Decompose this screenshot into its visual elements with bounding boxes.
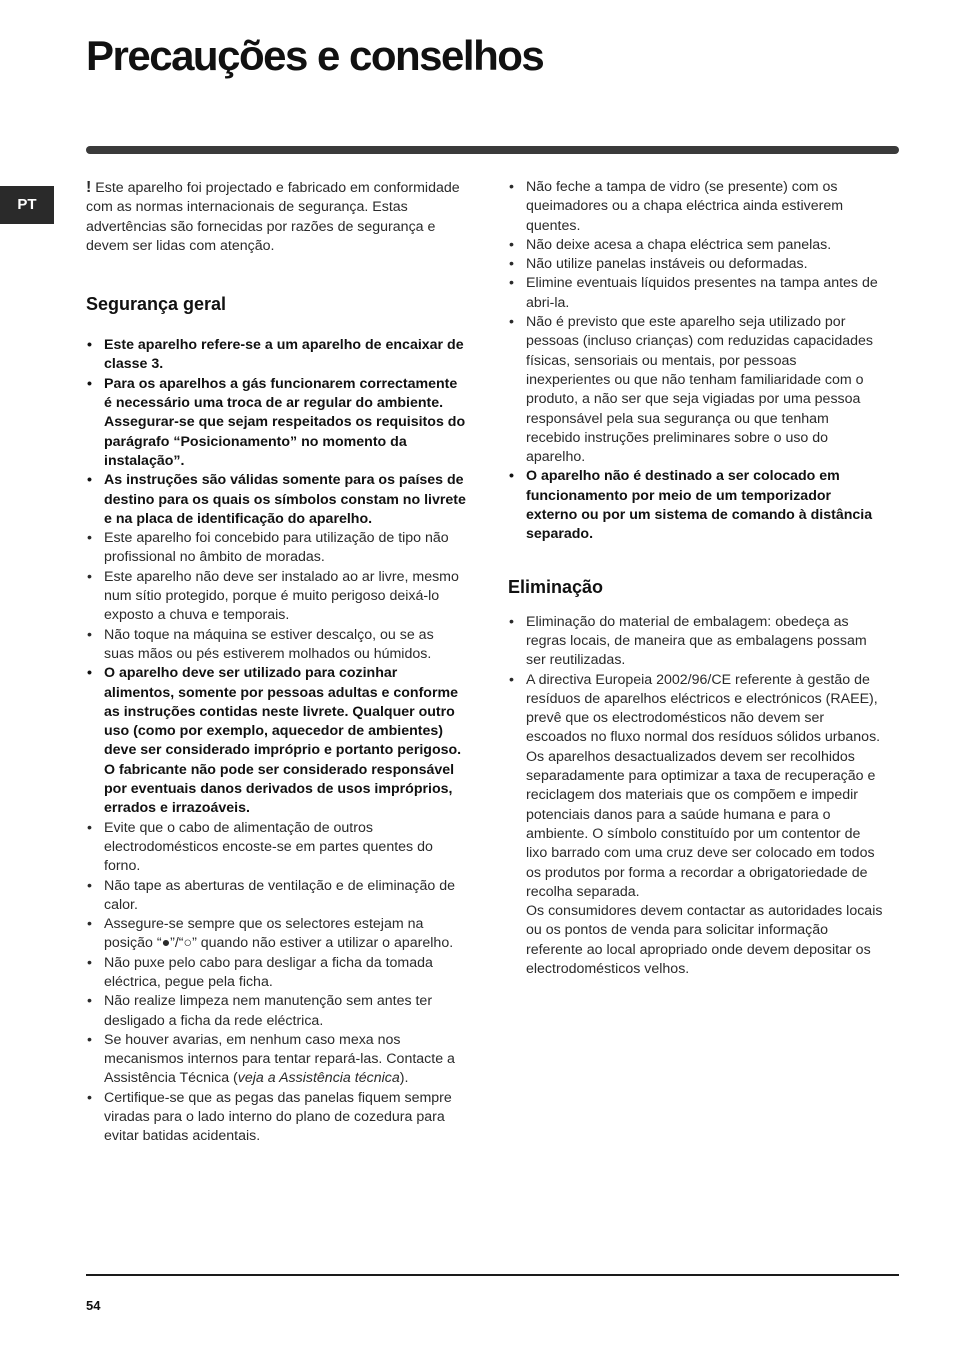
footer-divider (86, 1274, 899, 1276)
language-tab: PT (0, 186, 54, 224)
section-heading-seguranca: Segurança geral (86, 294, 227, 315)
eliminacao-list (508, 613, 884, 980)
list-item: • Não deixe acesa a chapa eléctrica sem panelas. (508, 236, 884, 255)
page-number: 54 (86, 1298, 101, 1313)
list-item: • Elimine eventuais líquidos presentes na tampa antes de abri-la. (508, 274, 884, 313)
list-item: • Evite que o cabo de alimentação de outros electrodomésticos encoste-se em partes quentes do forno. (86, 819, 466, 877)
list-item-text: Se houver avarias, em nenhum caso mexa nos mecanismos internos para tentar repará-las. Contacte a Assistência Técnica ( (104, 1031, 455, 1087)
list-item (86, 1031, 466, 1089)
list-item: • Para os aparelhos a gás funcionarem correctamente é necessário uma troca de ar regular do ambiente. Assegurar-se que sejam respeitados os requisitos do parágrafo “Posicionamento” no momento da instalação”. (86, 375, 466, 471)
list-item: • Não realize limpeza nem manutenção sem antes ter desligado a ficha da rede eléctrica. (86, 992, 466, 1031)
section-heading-eliminacao: Eliminação (508, 576, 604, 597)
continued-list (508, 178, 884, 545)
list-item-text: Os consumidores devem contactar as autoridades locais ou os pontos de venda para solicitar informação referente ao local apropriado onde devem depositar os electrodomésticos velhos. (526, 903, 883, 977)
list-item-text: ). (399, 1070, 409, 1087)
seguranca-list (86, 336, 466, 1146)
intro-paragraph (86, 178, 466, 256)
list-item: • Este aparelho não deve ser instalado ao ar livre, mesmo num sítio protegido, porque é muito perigoso deixá-lo exposto a chuva e temporais. (86, 568, 466, 626)
list-item: • Não feche a tampa de vidro (se presente) com os queimadores ou a chapa eléctrica ainda estiverem quentes. (508, 178, 884, 236)
intro-text: Este aparelho foi projectado e fabricado em conformidade com as normas internacionais de segurança. Estas advertências são fornecidas por razões de segurança e devem ser lidas com atenção. (86, 180, 460, 254)
list-item: • Este aparelho foi concebido para utilização de tipo não profissional no âmbito de moradas. (86, 529, 466, 568)
list-item: • O aparelho deve ser utilizado para cozinhar alimentos, somente por pessoas adultas e conforme as instruções contidas neste livrete. Qualquer outro uso (como por exemplo, aquecedor de ambientes) deve ser considerado impróprio e portanto perigoso. O fabricante não pode ser considerado responsável por eventuais danos derivados de usos impróprios, errados e irrazoáveis. (86, 664, 466, 818)
page-title: Precauções e conselhos (86, 32, 544, 79)
list-item: • Assegure-se sempre que os selectores estejam na posição “●”/“○” quando não estiver a utilizar o aparelho. (86, 915, 466, 954)
left-column (86, 178, 466, 1147)
list-item: • Este aparelho refere-se a um aparelho de encaixar de classe 3. (86, 336, 466, 375)
list-item: • Não puxe pelo cabo para desligar a ficha da tomada eléctrica, pegue pela ficha. (86, 954, 466, 993)
list-item: • Certifique-se que as pegas das panelas fiquem sempre viradas para o lado interno do plano de cozedura para evitar batidas acidentais. (86, 1089, 466, 1147)
title-divider (86, 146, 899, 154)
list-item (508, 671, 884, 980)
warning-mark: ! (86, 179, 92, 196)
list-item: • Não tape as aberturas de ventilação e de eliminação de calor. (86, 877, 466, 916)
list-item-text: A directiva Europeia 2002/96/CE referente à gestão de resíduos de aparelhos eléctricos e electrónicos (RAEE), prevê que os electrodomésticos não devem ser escoados no fluxo normal dos resíduos sólidos urbanos. Os aparelhos desactualizados devem ser recolhidos separadamente para optimizar a taxa de recuperação e reciclagem dos materiais que os compõem e impedir potenciais danos para a saúde humana e para o ambiente. O símbolo constituído por um contentor de lixo barrado com uma cruz deve ser colocado em todos os produtos por forma a recordar a obrigatoriedade de recolha separada. (526, 671, 881, 900)
list-item: • O aparelho não é destinado a ser colocado em funcionamento por meio de um temporizador externo ou por um sistema de comando à distância separado. (508, 467, 884, 544)
right-column (508, 178, 884, 979)
cross-reference: veja a Assistência técnica (237, 1070, 400, 1087)
list-item: • Eliminação do material de embalagem: obedeça as regras locais, de maneira que as embalagens possam ser reutilizadas. (508, 613, 884, 671)
list-item: • Não toque na máquina se estiver descalço, ou se as suas mãos ou pés estiverem molhados ou húmidos. (86, 626, 466, 665)
list-item: • As instruções são válidas somente para os países de destino para os quais os símbolos constam no livrete e na placa de identificação do aparelho. (86, 471, 466, 529)
list-item: • Não utilize panelas instáveis ou deformadas. (508, 255, 884, 274)
list-item: • Não é previsto que este aparelho seja utilizado por pessoas (incluso crianças) com reduzidas capacidades físicas, sensoriais ou mentais, por pessoas inexperientes ou que não tenham familiaridade com o produto, a não ser que seja vigiadas por uma pessoa responsável pela sua segurança ou que tenham recebido instruções preliminares sobre o uso do aparelho. (508, 313, 884, 467)
